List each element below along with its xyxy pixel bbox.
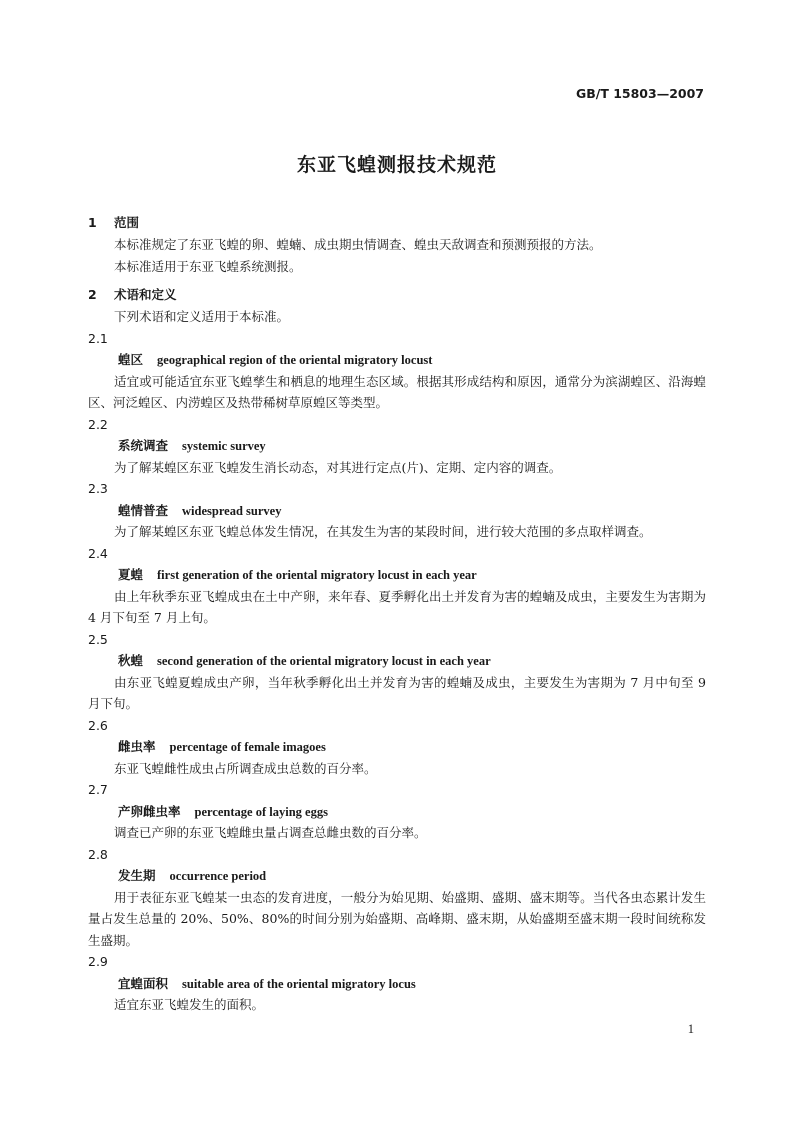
clause-number: 2.6 [88, 717, 108, 733]
paragraph: 下列术语和定义适用于本标准。 [114, 309, 290, 324]
term-english: widespread survey [182, 503, 282, 518]
term-definition: 东亚飞蝗雌性成虫占所调查成虫总数的百分率。 [114, 760, 377, 776]
clause-number: 2.3 [88, 481, 108, 496]
term-chinese: 产卵雌虫率 [118, 803, 181, 819]
term-definition: 为了解某蝗区东亚飞蝗总体发生情况，在其发生为害的某段时间，进行较大范围的多点取样调查。 [114, 524, 652, 539]
term-entry [88, 736, 706, 758]
section-heading [88, 284, 706, 306]
term-entry [88, 435, 706, 457]
clause-number: 2.8 [88, 846, 108, 862]
term-english: systemic survey [182, 439, 266, 453]
term-definition: 由东亚飞蝗夏蝗成虫产卵，当年秋季孵化出土并发育为害的蝗蝻及成虫，主要发生为害期为 7 月中旬至 9 月下旬。 [88, 674, 706, 711]
section-number: 1 [88, 215, 97, 230]
standard-code: GB/T 15803—2007 [575, 86, 704, 101]
term-english: second generation of the oriental migratory locust in each year [157, 654, 491, 668]
term-definition: 由上年秋季东亚飞蝗成虫在土中产卵，来年春、夏季孵化出土并发育为害的蝗蝻及成虫，主要发生为害期为 4 月下旬至 7 月上旬。 [88, 588, 706, 625]
term-chinese: 蝗情普查 [118, 502, 169, 518]
term-chinese: 宜蝗面积 [118, 975, 169, 991]
term-definition: 用于表征东亚飞蝗某一虫态的发育进度，一般分为始见期、始盛期、盛期、盛末期等。当代各虫态累计发生量占发生总量的 20%、50%、80%的时间分别为始盛期、高峰期、盛末期，从始盛期至盛末期一段时间统称发生盛期。 [88, 889, 706, 948]
section-title: 术语和定义 [114, 287, 177, 302]
term-english: occurrence period [169, 869, 267, 883]
term-definition: 适宜东亚飞蝗发生的面积。 [114, 997, 265, 1012]
document-title: 东亚飞蝗测报技术规范 [296, 154, 497, 176]
term-entry [88, 349, 706, 371]
paragraph: 本标准规定了东亚飞蝗的卵、蝗蝻、成虫期虫情调查、蝗虫天敌调查和预测预报的方法。 [114, 237, 602, 252]
clause-number: 2.2 [88, 416, 108, 432]
term-entry [88, 801, 706, 823]
document-body [88, 212, 706, 1016]
term-english: geographical region of the oriental migratory locust [157, 353, 433, 367]
term-entry [88, 865, 706, 887]
section-number: 2 [88, 287, 97, 302]
term-definition: 为了解某蝗区东亚飞蝗发生消长动态，对其进行定点(片)、定期、定内容的调查。 [114, 459, 562, 475]
term-chinese: 夏蝗 [118, 567, 144, 582]
term-entry [88, 500, 706, 522]
section-heading [88, 212, 706, 234]
term-english: percentage of laying eggs [194, 804, 328, 819]
term-entry [88, 973, 706, 995]
clause-number: 2.7 [88, 782, 108, 797]
term-english: percentage of female imagoes [169, 740, 326, 754]
page-number: 1 [687, 1022, 694, 1036]
term-entry [88, 650, 706, 672]
term-chinese: 系统调查 [118, 438, 169, 453]
clause-number: 2.9 [88, 954, 108, 969]
clause-number: 2.5 [88, 631, 108, 647]
paragraph: 本标准适用于东亚飞蝗系统测报。 [114, 258, 302, 274]
term-chinese: 蝗区 [118, 352, 144, 367]
term-definition: 适宜或可能适宜东亚飞蝗孳生和栖息的地理生态区域。根据其形成结构和原因，通常分为滨湖蝗区、沿海蝗区、河泛蝗区、内涝蝗区及热带稀树草原蝗区等类型。 [88, 373, 706, 410]
term-english: first generation of the oriental migratory locust in each year [157, 568, 477, 582]
term-english: suitable area of the oriental migratory locus [182, 976, 416, 991]
term-entry [88, 564, 706, 586]
clause-number: 2.1 [88, 330, 108, 346]
section-title: 范围 [114, 215, 140, 230]
term-chinese: 秋蝗 [118, 653, 144, 668]
term-chinese: 发生期 [118, 868, 156, 883]
term-definition: 调查已产卵的东亚飞蝗雌虫量占调查总雌虫数的百分率。 [114, 825, 427, 840]
term-chinese: 雌虫率 [118, 739, 156, 754]
clause-number: 2.4 [88, 545, 108, 561]
